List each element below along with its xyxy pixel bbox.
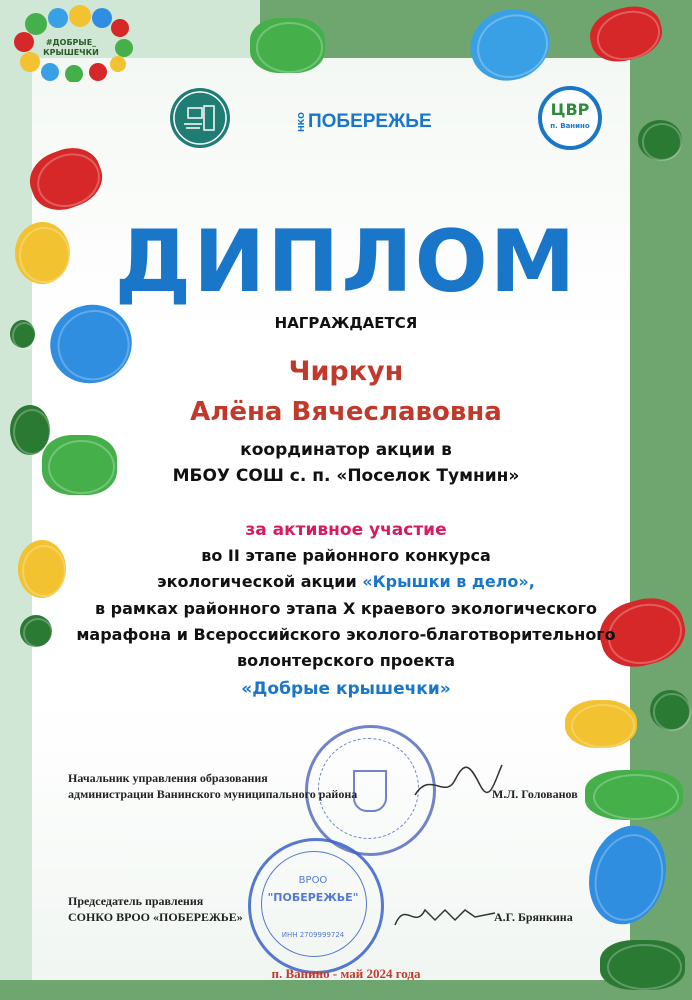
signer-1-title-line-2: администрации Ванинского муниципального района: [68, 787, 358, 801]
edu-department-logo: [170, 88, 230, 148]
footer-place-date: п. Ванино - май 2024 года: [271, 966, 421, 981]
awarded-label: НАГРАЖДАЕТСЯ: [274, 314, 418, 332]
poberezhye-logo: [297, 110, 432, 134]
signer-2-name: А.Г. Брянкина: [494, 910, 573, 924]
nko-label: НКО: [297, 111, 306, 133]
reason-line-2: [0, 572, 692, 591]
signer-2-title-line-2: СОНКО ВРОО «ПОБЕРЕЖЬЕ»: [68, 910, 243, 924]
project-name: «Добрые крышечки»: [241, 679, 451, 699]
seal-2-inner-ring: [261, 851, 367, 957]
badge-text-2: КРЫШЕЧКИ: [43, 48, 99, 57]
dobrye-kryshechki-badge: [6, 4, 136, 82]
reason-line-4: марафона и Всероссийского эколого-благотворительного: [76, 625, 616, 644]
recipient-surname: Чиркун: [288, 356, 404, 387]
cap-decoration: [585, 770, 683, 820]
reason-main: за активное участие: [245, 520, 447, 540]
reason-line-2-prefix: экологической акции: [157, 572, 363, 591]
reason-line-3: в рамках районного этапа X краевого экологического: [94, 599, 598, 618]
diploma-title: ДИПЛОМ: [114, 212, 578, 312]
cvr-sub-label: п. Ванино: [550, 122, 590, 130]
cap-decoration: [565, 700, 637, 748]
recipient-name: Алёна Вячеславовна: [190, 397, 502, 427]
poberezhye-label: ПОБЕРЕЖЬЕ: [308, 111, 432, 132]
signer-1-title-line-1: Начальник управления образования: [68, 771, 268, 785]
seal-2-org-line-2: "ПОБЕРЕЖЬЕ": [267, 891, 359, 904]
position-line-1: координатор акции в: [240, 440, 452, 460]
cvr-main-label: ЦВР: [550, 100, 590, 119]
badge-text-1: #ДОБРЫЕ_: [45, 38, 97, 47]
action-name: «Крышки в дело»,: [362, 572, 535, 591]
reason-line-1: во II этапе районного конкурса: [201, 546, 491, 565]
seal-2-inn: ИНН 2709999724: [281, 931, 345, 939]
seal-2-org-line-1: ВРОО: [298, 875, 328, 886]
cap-decoration: [638, 120, 682, 160]
signature-2-scribble: [390, 895, 500, 935]
cvr-logo: [538, 86, 602, 150]
frame-band-bottom: [0, 980, 692, 1000]
reason-line-5: волонтерского проекта: [237, 651, 455, 670]
globe-computer-icon: [170, 88, 230, 148]
signature-1-scribble: [410, 760, 505, 805]
official-seal-poberezhye: [248, 838, 384, 974]
position-line-2: МБОУ СОШ с. п. «Поселок Тумнин»: [172, 466, 520, 486]
signer-1-name: М.Л. Голованов: [492, 787, 578, 801]
signer-2-title-line-1: Председатель правления: [68, 894, 204, 908]
cap-decoration: [250, 18, 325, 73]
cap-decoration: [600, 940, 685, 990]
